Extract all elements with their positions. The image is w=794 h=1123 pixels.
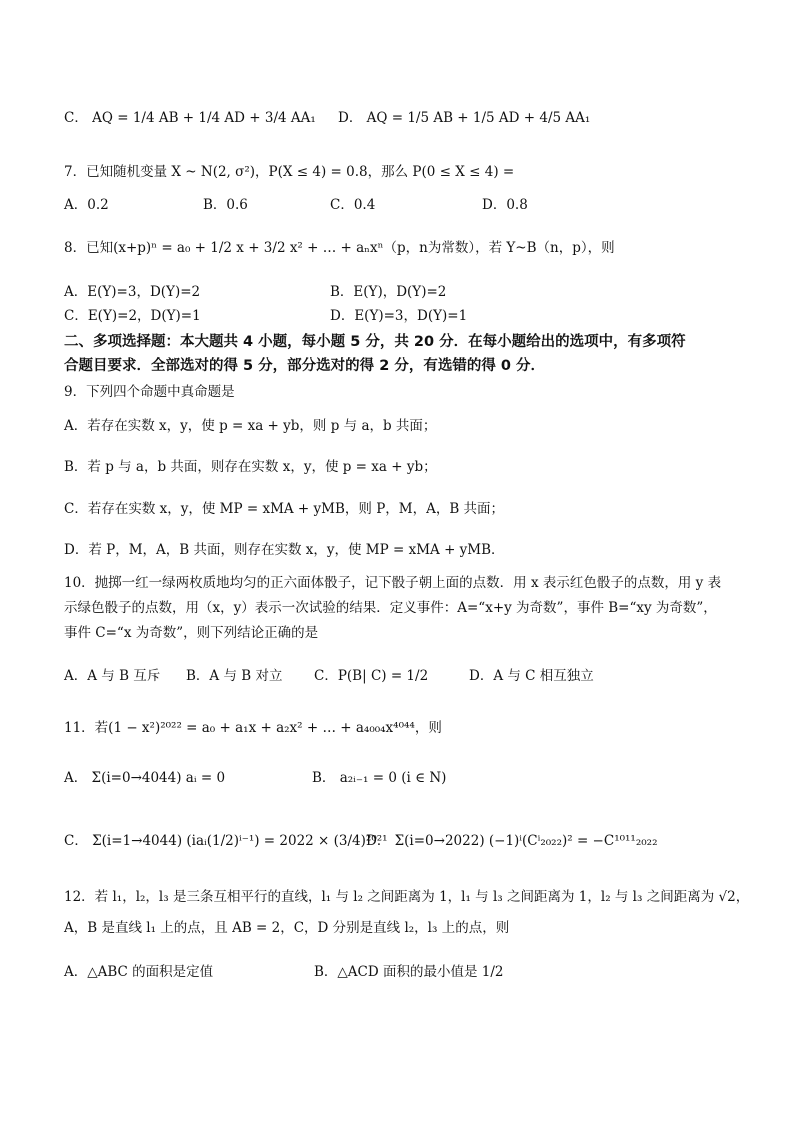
- q9-option-c: C．若存在实数 x，y，使 MP = xMA + yMB，则 P，M，A，B 共面；: [64, 501, 505, 517]
- q7-option-a: A．0.2: [64, 197, 109, 213]
- q11-option-c: C． Σ(i=1→4044) (iaᵢ(1/2)ⁱ⁻¹) = 2022 × (3/4)²⁰²¹: [64, 833, 388, 849]
- q7-stem: 7．已知随机变量 X ~ N(2, σ²)，P(X ≤ 4) = 0.8，那么 P(0 ≤ X ≤ 4) =: [64, 164, 515, 180]
- q10-option-d: D．A 与 C 相互独立: [469, 668, 594, 684]
- q10-stem-line1: 10．抛掷一红一绿两枚质地均匀的正六面体骰子，记下骰子朝上面的点数．用 x 表示红色骰子的点数，用 y 表: [64, 575, 722, 591]
- q9-option-a: A．若存在实数 x，y，使 p = xa + yb，则 p 与 a，b 共面；: [64, 418, 437, 434]
- q6-option-c: C． AQ = 1/4 AB + 1/4 AD + 3/4 AA₁: [64, 110, 316, 126]
- q9-stem: 9．下列四个命题中真命题是: [64, 384, 235, 400]
- section2-heading-line2: 合题目要求．全部选对的得 5 分，部分选对的得 2 分，有选错的得 0 分．: [64, 358, 546, 374]
- q10-option-c: C．P(B| C) = 1/2: [314, 668, 429, 684]
- q12-option-a: A．△ABC 的面积是定值: [64, 964, 214, 980]
- q8-option-b: B．E(Y)，D(Y)=2: [330, 284, 447, 300]
- q12-stem-line2: A，B 是直线 l₁ 上的点，且 AB = 2，C，D 分别是直线 l₂，l₃ 上的点，则: [64, 920, 510, 936]
- q8-option-d: D．E(Y)=3，D(Y)=1: [330, 308, 468, 324]
- q12-stem-line1: 12．若 l₁，l₂，l₃ 是三条互相平行的直线，l₁ 与 l₂ 之间距离为 1，l₁ 与 l₃ 之间距离为 1，l₂ 与 l₃ 之间距离为 √2，: [64, 889, 750, 905]
- q7-option-b: B．0.6: [203, 197, 248, 213]
- q11-option-d: D． Σ(i=0→2022) (−1)ⁱ(Cⁱ₂₀₂₂)² = −C¹⁰¹¹₂₀₂₂: [366, 833, 658, 849]
- q8-stem: 8．已知(x+p)ⁿ = a₀ + 1/2 x + 3/2 x² + … + aₙxⁿ（p，n为常数），若 Y~B（n，p），则: [64, 240, 615, 256]
- q11-stem: 11．若(1 − x²)²⁰²² = a₀ + a₁x + a₂x² + … + a₄₀₀₄x⁴⁰⁴⁴，则: [64, 720, 442, 736]
- q6-option-d: D． AQ = 1/5 AB + 1/5 AD + 4/5 AA₁: [338, 110, 591, 126]
- q9-option-d: D．若 P，M，A，B 共面，则存在实数 x，y，使 MP = xMA + yMB．: [64, 542, 505, 558]
- q7-option-d: D．0.8: [482, 197, 528, 213]
- q12-option-b: B．△ACD 面积的最小值是 1/2: [314, 964, 504, 980]
- section2-heading-line1: 二、多项选择题：本大题共 4 小题，每小题 5 分，共 20 分．在每小题给出的选项中，有多项符: [64, 334, 686, 350]
- q10-option-a: A．A 与 B 互斥: [64, 668, 161, 684]
- q10-option-b: B．A 与 B 对立: [186, 668, 283, 684]
- q10-stem-line3: 事件 C=“x 为奇数”，则下列结论正确的是: [64, 625, 319, 641]
- q10-stem-line2: 示绿色骰子的点数，用（x，y）表示一次试验的结果．定义事件：A=“x+y 为奇数”，事件 B=“xy 为奇数”，: [64, 600, 717, 616]
- q8-option-c: C．E(Y)=2，D(Y)=1: [64, 308, 201, 324]
- q11-option-b: B． a₂ᵢ₋₁ = 0 (i ∈ N): [312, 770, 447, 786]
- q7-option-c: C．0.4: [330, 197, 376, 213]
- q9-option-b: B．若 p 与 a，b 共面，则存在实数 x，y，使 p = xa + yb；: [64, 459, 437, 475]
- q11-option-a: A． Σ(i=0→4044) aᵢ = 0: [64, 770, 226, 786]
- q8-option-a: A．E(Y)=3，D(Y)=2: [64, 284, 201, 300]
